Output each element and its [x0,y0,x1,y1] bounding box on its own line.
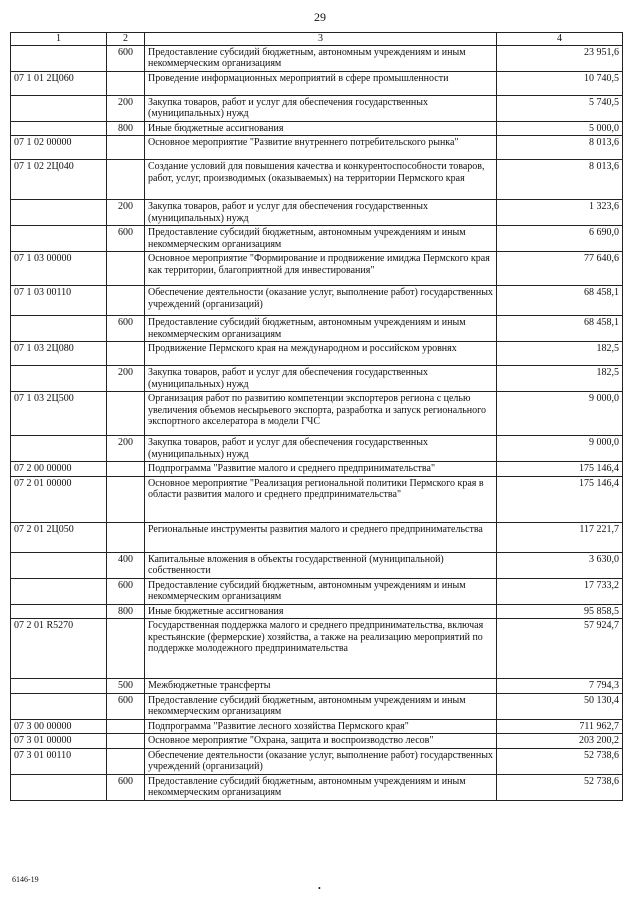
row-code [11,578,107,604]
row-amount: 175 146,4 [497,476,623,522]
row-name: Основное мероприятие "Реализация региональной политики Пермского края в области развития малого и среднего предпринимательства" [145,476,497,522]
page-number: 29 [314,10,326,24]
row-expense-type: 200 [107,366,145,392]
row-expense-type [107,462,145,477]
row-amount: 68 458,1 [497,316,623,342]
row-expense-type [107,252,145,286]
table-row [11,121,623,136]
row-amount: 1 323,6 [497,200,623,226]
row-amount: 52 738,6 [497,748,623,774]
row-expense-type [107,734,145,749]
row-code: 07 1 03 00110 [11,286,107,316]
row-name: Организация работ по развитию компетенции экспортеров региона с целью увеличения объемов несырьевого экспорта, разработка и запуск регионального экспортного акселератора в модели ГЧС [145,392,497,436]
row-amount: 10 740,5 [497,71,623,95]
table-body [11,45,623,800]
row-name: Подпрограмма "Развитие малого и среднего предпринимательства" [145,462,497,477]
row-expense-type: 800 [107,121,145,136]
row-name: Региональные инструменты развития малого и среднего предпринимательства [145,522,497,552]
row-code: 07 3 01 00000 [11,734,107,749]
row-expense-type [107,392,145,436]
row-expense-type [107,286,145,316]
row-name: Предоставление субсидий бюджетным, автономным учреждениям и иным некоммерческим организациям [145,774,497,800]
row-amount: 52 738,6 [497,774,623,800]
row-expense-type: 600 [107,774,145,800]
row-expense-type [107,342,145,366]
row-code: 07 1 03 2Ц500 [11,392,107,436]
row-expense-type: 600 [107,693,145,719]
row-code: 07 1 02 00000 [11,136,107,160]
row-amount: 175 146,4 [497,462,623,477]
table-row [11,462,623,477]
row-expense-type [107,476,145,522]
table-row [11,522,623,552]
row-amount: 711 962,7 [497,719,623,734]
table-row [11,252,623,286]
row-code [11,121,107,136]
row-code: 07 3 00 00000 [11,719,107,734]
header-col-1: 1 [11,33,107,46]
row-expense-type: 500 [107,679,145,694]
row-code: 07 2 01 00000 [11,476,107,522]
row-code: 07 1 03 2Ц080 [11,342,107,366]
row-expense-type [107,619,145,679]
row-name: Государственная поддержка малого и среднего предпринимательства, включая крестьянские (фермерские) хозяйства, а также на реализацию мероприятий по поддержке молодежного предпринимательства [145,619,497,679]
row-name: Основное мероприятие "Развитие внутреннего потребительского рынка" [145,136,497,160]
row-amount: 6 690,0 [497,226,623,252]
table-row [11,693,623,719]
row-name: Иные бюджетные ассигнования [145,604,497,619]
table-row [11,392,623,436]
row-name: Основное мероприятие "Охрана, защита и воспроизводство лесов" [145,734,497,749]
row-amount: 9 000,0 [497,392,623,436]
header-col-3: 3 [145,33,497,46]
table-row [11,286,623,316]
row-amount: 8 013,6 [497,160,623,200]
table-row [11,719,623,734]
table-row [11,95,623,121]
row-code [11,604,107,619]
footer-code: 6146-19 [12,875,39,884]
row-expense-type [107,522,145,552]
table-row [11,604,623,619]
row-code [11,436,107,462]
row-code: 07 2 01 R5270 [11,619,107,679]
row-amount: 182,5 [497,342,623,366]
row-name: Создание условий для повышения качества и конкурентоспособности товаров, работ, услуг, производимых (оказываемых) на территории Пермского края [145,160,497,200]
row-amount: 7 794,3 [497,679,623,694]
row-code [11,95,107,121]
row-name: Закупка товаров, работ и услуг для обеспечения государственных (муниципальных) нужд [145,366,497,392]
row-expense-type [107,719,145,734]
row-code [11,366,107,392]
row-amount: 17 733,2 [497,578,623,604]
table-row [11,552,623,578]
row-amount: 203 200,2 [497,734,623,749]
row-expense-type: 600 [107,316,145,342]
row-code [11,693,107,719]
table-row [11,160,623,200]
row-name: Капитальные вложения в объекты государственной (муниципальной) собственности [145,552,497,578]
row-name: Продвижение Пермского края на международном и российском уровнях [145,342,497,366]
row-name: Закупка товаров, работ и услуг для обеспечения государственных (муниципальных) нужд [145,200,497,226]
row-expense-type: 200 [107,200,145,226]
row-expense-type [107,748,145,774]
table-row [11,734,623,749]
table-row [11,578,623,604]
row-amount: 5 740,5 [497,95,623,121]
table-row [11,774,623,800]
row-expense-type: 200 [107,95,145,121]
row-name: Основное мероприятие "Формирование и продвижение имиджа Пермского края как территории, благоприятной для инвестирования" [145,252,497,286]
row-name: Предоставление субсидий бюджетным, автономным учреждениям и иным некоммерческим организациям [145,693,497,719]
row-code [11,226,107,252]
row-amount: 117 221,7 [497,522,623,552]
row-amount: 182,5 [497,366,623,392]
row-expense-type: 200 [107,436,145,462]
row-expense-type: 800 [107,604,145,619]
budget-table [10,32,623,801]
row-code: 07 1 02 2Ц040 [11,160,107,200]
table-row [11,200,623,226]
row-amount: 5 000,0 [497,121,623,136]
row-code: 07 2 01 2Ц050 [11,522,107,552]
row-code: 07 2 00 00000 [11,462,107,477]
row-expense-type: 600 [107,45,145,71]
table-row [11,342,623,366]
header-col-4: 4 [497,33,623,46]
row-name: Предоставление субсидий бюджетным, автономным учреждениям и иным некоммерческим организациям [145,45,497,71]
row-amount: 3 630,0 [497,552,623,578]
row-amount: 68 458,1 [497,286,623,316]
row-code [11,200,107,226]
table-row [11,366,623,392]
row-expense-type: 600 [107,578,145,604]
row-expense-type [107,160,145,200]
row-code [11,45,107,71]
row-code [11,774,107,800]
row-amount: 95 858,5 [497,604,623,619]
table-row [11,619,623,679]
row-code: 07 3 01 00110 [11,748,107,774]
table-row [11,748,623,774]
row-name: Предоставление субсидий бюджетным, автономным учреждениям и иным некоммерческим организациям [145,226,497,252]
row-code [11,552,107,578]
row-expense-type: 400 [107,552,145,578]
table-row [11,436,623,462]
row-name: Иные бюджетные ассигнования [145,121,497,136]
row-name: Проведение информационных мероприятий в сфере промышленности [145,71,497,95]
row-code: 07 1 03 00000 [11,252,107,286]
row-name: Предоставление субсидий бюджетным, автономным учреждениям и иным некоммерческим организациям [145,578,497,604]
row-name: Закупка товаров, работ и услуг для обеспечения государственных (муниципальных) нужд [145,436,497,462]
row-code [11,679,107,694]
row-amount: 9 000,0 [497,436,623,462]
row-amount: 23 951,6 [497,45,623,71]
row-name: Межбюджетные трансферты [145,679,497,694]
table-row [11,45,623,71]
row-name: Подпрограмма "Развитие лесного хозяйства Пермского края" [145,719,497,734]
row-name: Предоставление субсидий бюджетным, автономным учреждениям и иным некоммерческим организациям [145,316,497,342]
row-amount: 8 013,6 [497,136,623,160]
header-row [11,33,623,46]
table-row [11,316,623,342]
row-amount: 77 640,6 [497,252,623,286]
row-expense-type: 600 [107,226,145,252]
row-code: 07 1 01 2Ц060 [11,71,107,95]
row-name: Обеспечение деятельности (оказание услуг, выполнение работ) государственных учреждений (организаций) [145,286,497,316]
row-code [11,316,107,342]
table-row [11,226,623,252]
footer-mark: • [318,884,321,893]
row-name: Обеспечение деятельности (оказание услуг, выполнение работ) государственных учреждений (организаций) [145,748,497,774]
table-row [11,136,623,160]
table-row [11,71,623,95]
table-row [11,476,623,522]
row-expense-type [107,71,145,95]
row-expense-type [107,136,145,160]
row-name: Закупка товаров, работ и услуг для обеспечения государственных (муниципальных) нужд [145,95,497,121]
table-row [11,679,623,694]
header-col-2: 2 [107,33,145,46]
row-amount: 50 130,4 [497,693,623,719]
row-amount: 57 924,7 [497,619,623,679]
